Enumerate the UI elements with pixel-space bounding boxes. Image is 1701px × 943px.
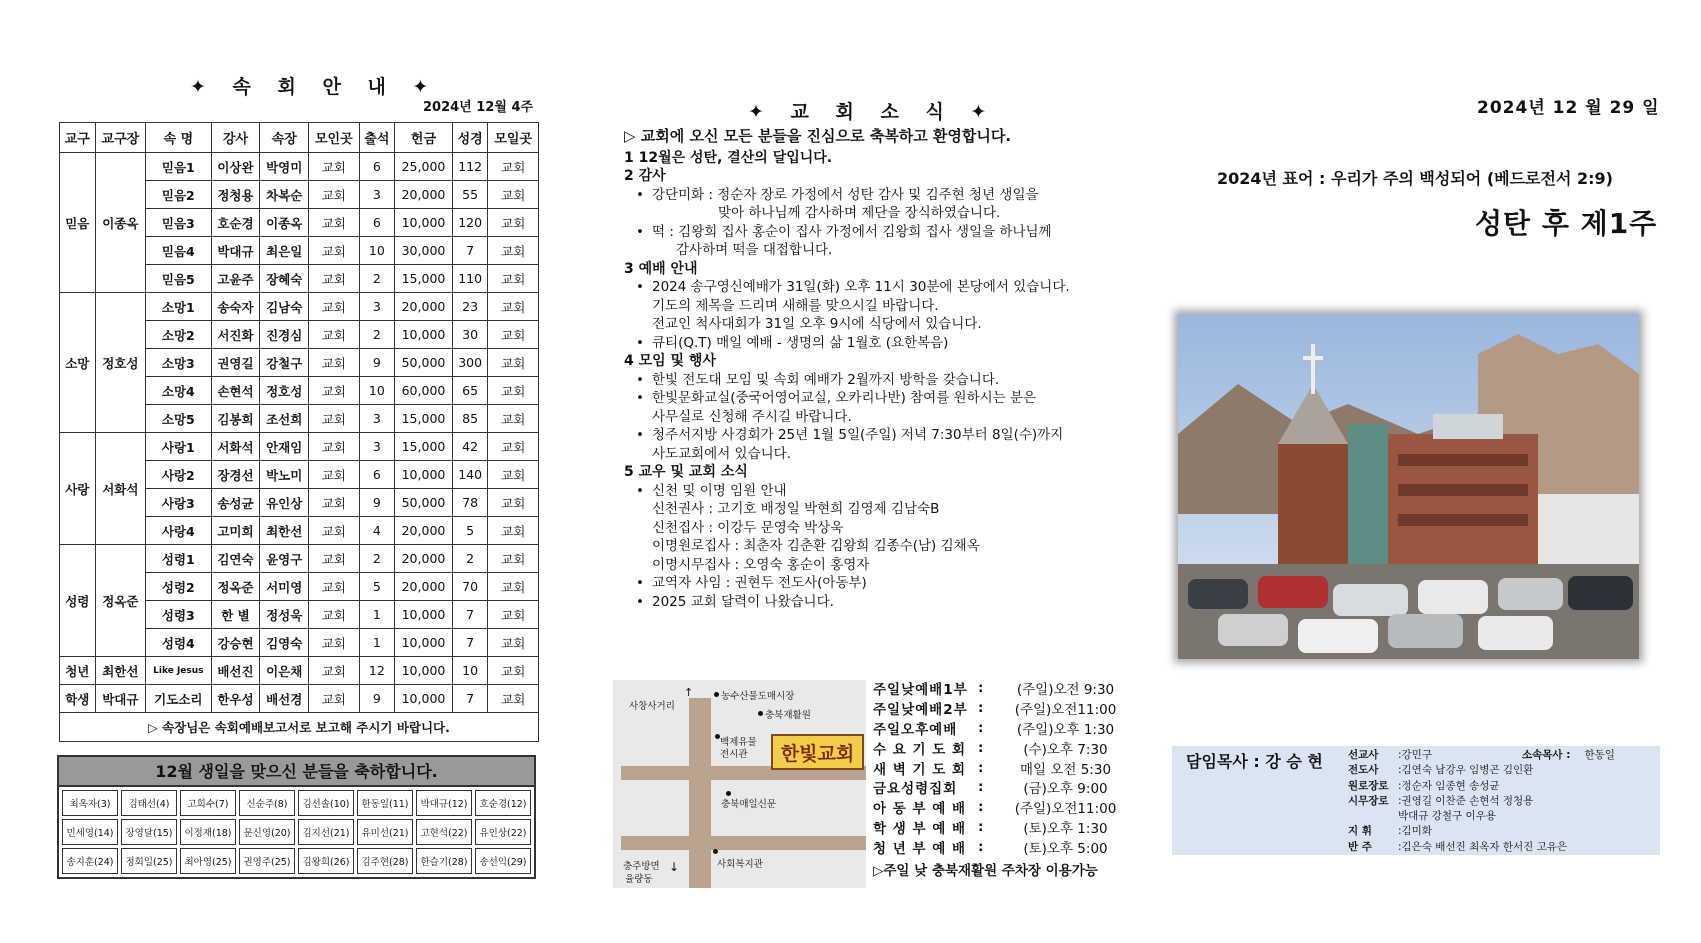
church-building-photo (1178, 314, 1639, 659)
birthday-name: 유인상(22) (475, 819, 531, 845)
table-cell: 교회 (488, 293, 539, 321)
table-cell: 김봉희 (211, 405, 260, 433)
church-photo-illustration (1178, 314, 1639, 659)
table-cell: 최한선 (260, 517, 309, 545)
table-cell: 교회 (488, 349, 539, 377)
table-cell: 교회 (488, 629, 539, 657)
table-cell: 소망2 (146, 321, 211, 349)
schedule-row: 학 생 부 예 배 : (토)오후 1:30 (873, 819, 1108, 838)
table-cell: 42 (452, 433, 488, 461)
staff-row: 지 휘 :김미화 (1348, 825, 1432, 838)
table-cell: 교회 (309, 601, 359, 629)
table-cell: 85 (452, 405, 488, 433)
table-cell: 교회 (309, 629, 359, 657)
table-cell: 교회 (488, 209, 539, 237)
birthday-box (57, 755, 536, 879)
table-cell: 사랑4 (146, 517, 211, 545)
table-cell: 강철구 (260, 349, 309, 377)
column-header: 헌금 (395, 123, 453, 153)
table-cell: 65 (452, 377, 488, 405)
birthday-name: 김왕희(26) (298, 848, 354, 874)
table-cell: 손현석 (211, 377, 260, 405)
birthday-name: 유미선(21) (357, 819, 413, 845)
map-label: 백제유물 (720, 737, 757, 748)
news-section-1: 1 12월은 성탄, 결산의 달입니다. (624, 149, 833, 166)
sunday-title: 성탄 후 제1주 (1475, 207, 1658, 240)
table-cell: 10,000 (395, 461, 453, 489)
table-cell: 6 (359, 461, 395, 489)
staff-box (1172, 746, 1660, 855)
table-cell: 5 (452, 517, 488, 545)
table-row (60, 685, 539, 713)
table-cell: 정청용 (211, 181, 260, 209)
list-item: • 신천 및 이명 임원 안내 신천권사 : 고기호 배정일 박현희 김영제 김남숙B 신천집사 : 이강두 문영숙 박상욱 이명원로집사 : 최춘자 김춘환 김왕희 김종수(남) 김채옥 이명시무집사 : 오영숙 홍순이 홍영자 (634, 482, 1124, 575)
table-cell: 박대규 (95, 685, 145, 713)
table-cell: 박영미 (260, 153, 309, 181)
table-cell: 25,000 (395, 153, 453, 181)
table-cell: 유인상 (260, 489, 309, 517)
table-cell: 배선경 (260, 685, 309, 713)
table-cell: 60,000 (395, 377, 453, 405)
birthday-grid (59, 787, 534, 877)
birthday-name: 송지훈(24) (62, 848, 118, 874)
table-cell: 23 (452, 293, 488, 321)
table-cell: 성령3 (146, 601, 211, 629)
table-cell: 9 (359, 349, 395, 377)
map-label: 충주방면 (623, 861, 660, 872)
table-cell: 사랑2 (146, 461, 211, 489)
list-item: • 떡 : 김왕희 집사 홍순이 집사 가정에서 김왕희 집사 생일을 하나님께 감사하며 떡을 대접합니다. (634, 223, 1124, 260)
table-cell: 교회 (309, 153, 359, 181)
table-cell: 교회 (309, 461, 359, 489)
bulletin-date: 2024년 12 월 29 일 (1477, 98, 1660, 118)
church-sign: 한빛교회 (771, 734, 864, 770)
table-cell: 고윤주 (211, 265, 260, 293)
cell-report-table (59, 122, 539, 742)
list-item: • 교역자 사임 : 권현두 전도사(아동부) (634, 574, 1124, 593)
column-header: 출석 (359, 123, 395, 153)
district-leader: 서화석 (95, 433, 145, 545)
table-cell: 교회 (309, 237, 359, 265)
district-name: 소망 (60, 293, 96, 433)
table-cell: 1 (359, 629, 395, 657)
table-cell: 30 (452, 321, 488, 349)
table-cell: 120 (452, 209, 488, 237)
table-cell: 교회 (309, 321, 359, 349)
table-cell: 2 (359, 321, 395, 349)
table-cell: 6 (359, 209, 395, 237)
table-cell: 2 (452, 545, 488, 573)
table-cell: 7 (452, 237, 488, 265)
table-cell: 교회 (488, 461, 539, 489)
birthday-name: 이정재(18) (180, 819, 236, 845)
birthday-name: 고현석(22) (416, 819, 472, 845)
table-cell: 20,000 (395, 545, 453, 573)
table-cell: 교회 (488, 573, 539, 601)
staff-row: 시무장로 :권영길 이찬준 손현석 정청용 (1348, 794, 1534, 807)
table-cell: 정성욱 (260, 601, 309, 629)
table-cell: 10,000 (395, 321, 453, 349)
table-cell: 교회 (309, 657, 359, 685)
district-name: 믿음 (60, 153, 96, 293)
news-section-2: 2 감사 (624, 168, 666, 184)
list-item: • 청주서지방 사경회가 25년 1월 5일(주일) 저녁 7:30부터 8일(수)까지 사도교회에서 있습니다. (634, 426, 1124, 463)
table-cell: 호순경 (211, 209, 260, 237)
table-cell: 7 (452, 685, 488, 713)
map-label: 전시관 (720, 749, 748, 760)
table-cell: 교회 (309, 685, 359, 713)
birthday-name: 정회일(25) (121, 848, 177, 874)
table-cell: 믿음2 (146, 181, 211, 209)
table-cell: 서진화 (211, 321, 260, 349)
birthday-name: 송선익(29) (475, 848, 531, 874)
list-item: • 2025 교회 달력이 나왔습니다. (634, 593, 1124, 612)
church-news-title: ✦ 교 회 소 식 ✦ (748, 101, 997, 123)
birthday-title: 12월 생일을 맞으신 분들을 축하합니다. (59, 757, 534, 787)
column-header: 모일곳 (488, 123, 539, 153)
table-cell: 교회 (488, 489, 539, 517)
table-cell: 소망3 (146, 349, 211, 377)
table-cell: 5 (359, 573, 395, 601)
news-section-5: 5 교우 및 교회 소식 (624, 464, 748, 480)
schedule-row: 수 요 기 도 회 : (수)오후 7:30 (873, 739, 1108, 758)
table-cell: 교회 (309, 181, 359, 209)
table-cell: 윤영구 (260, 545, 309, 573)
staff-row: 원로장로 :정순자 임종현 송성균 (1348, 779, 1500, 792)
news-section-4: 4 모임 및 행사 (624, 353, 716, 369)
cell-guide-date: 2024년 12월 4주 (423, 100, 534, 115)
table-cell: 김영숙 (260, 629, 309, 657)
table-cell: 78 (452, 489, 488, 517)
schedule-row: 금요성령집회 : (금)오후 9:00 (873, 779, 1108, 798)
table-cell: 10,000 (395, 657, 453, 685)
table-cell: 9 (359, 489, 395, 517)
table-cell: 박노미 (260, 461, 309, 489)
table-cell: 교회 (488, 517, 539, 545)
cell-guide-title: ✦ 속 회 안 내 ✦ (190, 76, 439, 98)
map-label: 충북매일신문 (721, 799, 777, 810)
table-cell: 20,000 (395, 181, 453, 209)
table-cell: 교회 (309, 377, 359, 405)
table-cell: 기도소리 (146, 685, 211, 713)
table-cell: 소망5 (146, 405, 211, 433)
table-cell: 교회 (488, 405, 539, 433)
table-cell: 교회 (309, 489, 359, 517)
church-news (624, 127, 1124, 611)
list-item: • 한빛 전도대 모임 및 속회 예배가 2월까지 방학을 갖습니다. (634, 371, 1124, 390)
table-cell: 장경선 (211, 461, 260, 489)
table-cell: 사랑3 (146, 489, 211, 517)
map-label: 농수산물도매시장 (721, 691, 795, 702)
worship-schedule (873, 678, 1133, 879)
birthday-name: 최아영(25) (180, 848, 236, 874)
table-cell: 교회 (309, 293, 359, 321)
table-cell: 20,000 (395, 517, 453, 545)
table-cell: 교회 (309, 209, 359, 237)
table-row (60, 433, 539, 461)
table-cell: 12 (359, 657, 395, 685)
table-cell: 믿음1 (146, 153, 211, 181)
district-leader: 정호성 (95, 293, 145, 433)
associate-pastor: 소속목사 : 한동일 (1522, 749, 1615, 761)
table-cell: 박대규 (211, 237, 260, 265)
schedule-row: 주일낮예배2부 : (주일)오전11:00 (873, 699, 1117, 718)
birthday-name: 김지선(21) (298, 819, 354, 845)
table-cell: 10,000 (395, 209, 453, 237)
table-cell: 교회 (488, 265, 539, 293)
year-motto: 2024년 표어 : 우리가 주의 백성되어 (베드로전서 2:9) (1217, 169, 1613, 188)
birthday-name: 민세영(14) (62, 819, 118, 845)
table-cell: 20,000 (395, 573, 453, 601)
table-cell: 한우성 (211, 685, 260, 713)
table-cell: 3 (359, 405, 395, 433)
district-name: 성령 (60, 545, 96, 657)
table-cell: 110 (452, 265, 488, 293)
church-location-map: 사창사거리 ↑ 농수산물도매시장 충북재활원 백제유물 전시관 충북매일신문 충주방면 율량동 ↓ 사회복지관 한빛교회 (613, 680, 866, 888)
birthday-name: 김주현(28) (357, 848, 413, 874)
staff-row: 선교사 :강민구 (1348, 749, 1432, 761)
staff-list (1348, 748, 1567, 855)
table-cell: 진경심 (260, 321, 309, 349)
table-cell: 정옥준 (211, 573, 260, 601)
table-cell: 안재임 (260, 433, 309, 461)
column-header: 속장 (260, 123, 309, 153)
table-cell: 서화석 (211, 433, 260, 461)
list-item: • 2024 송구영신예배가 31일(화) 오후 11시 30분에 본당에서 있습니다. 기도의 제목을 드리며 새해를 맞으시길 바랍니다. 전교인 척사대회가 31일 오후 9시에 식당에서 있습니다. (634, 278, 1124, 334)
schedule-row: 주일낮예배1부 : (주일)오전 9:30 (873, 679, 1115, 698)
table-cell: 성령1 (146, 545, 211, 573)
table-cell: 2 (359, 265, 395, 293)
table-cell: 15,000 (395, 405, 453, 433)
table-row (60, 657, 539, 685)
table-cell: 4 (359, 517, 395, 545)
schedule-row: 새 벽 기 도 회 : 매일 오전 5:30 (873, 759, 1112, 778)
table-row (60, 293, 539, 321)
table-cell: 1 (359, 601, 395, 629)
table-cell: 교회 (309, 433, 359, 461)
column-header: 교구장 (95, 123, 145, 153)
district-name: 사랑 (60, 433, 96, 545)
table-cell: 한 별 (211, 601, 260, 629)
table-cell: 15,000 (395, 265, 453, 293)
table-cell: 교회 (309, 405, 359, 433)
table-cell: 청년 (60, 657, 96, 685)
staff-row: 박대규 강철구 이우용 (1398, 810, 1496, 823)
table-cell: 10,000 (395, 685, 453, 713)
birthday-name: 박대규(12) (416, 790, 472, 816)
schedule-row: 아 동 부 예 배 : (주일)오전11:00 (873, 799, 1117, 818)
table-cell: 9 (359, 685, 395, 713)
table-cell: 교회 (488, 601, 539, 629)
table-cell: 서미영 (260, 573, 309, 601)
table-cell: 6 (359, 153, 395, 181)
schedule-row: 청 년 부 예 배 : (토)오후 5:00 (873, 839, 1108, 858)
table-row (60, 153, 539, 181)
table-cell: 교회 (488, 153, 539, 181)
column-header: 교구 (60, 123, 96, 153)
table-cell: 최은일 (260, 237, 309, 265)
table-cell: 교회 (309, 545, 359, 573)
table-cell: 사랑1 (146, 433, 211, 461)
table-cell: 최한선 (95, 657, 145, 685)
table-cell: 교회 (309, 573, 359, 601)
table-cell: 정호성 (260, 377, 309, 405)
report-note: ▷ 속장님은 속회예배보고서로 보고해 주시기 바랍니다. (60, 713, 539, 742)
table-cell: 배선진 (211, 657, 260, 685)
table-cell: 112 (452, 153, 488, 181)
table-cell: 강승현 (211, 629, 260, 657)
table-cell: 믿음4 (146, 237, 211, 265)
table-cell: 소망4 (146, 377, 211, 405)
table-cell: 교회 (488, 685, 539, 713)
table-cell: 교회 (488, 181, 539, 209)
table-cell: 3 (359, 181, 395, 209)
table-cell: 교회 (488, 321, 539, 349)
table-cell: 10,000 (395, 601, 453, 629)
district-leader: 정옥준 (95, 545, 145, 657)
table-cell: 교회 (488, 237, 539, 265)
table-cell: 김남숙 (260, 293, 309, 321)
table-cell: 30,000 (395, 237, 453, 265)
table-cell: 2 (359, 545, 395, 573)
senior-pastor: 담임목사 : 강 승 현 (1186, 752, 1323, 771)
birthday-name: 김태선(4) (121, 790, 177, 816)
column-header: 모인곳 (309, 123, 359, 153)
table-cell: 10 (359, 377, 395, 405)
table-cell: 10,000 (395, 629, 453, 657)
table-cell: 교회 (309, 349, 359, 377)
table-cell: 소망1 (146, 293, 211, 321)
table-cell: 교회 (488, 377, 539, 405)
list-item: • 큐티(Q.T) 매일 예배 - 생명의 삶 1월호 (요한복음) (634, 334, 1124, 353)
birthday-name: 문신영(20) (239, 819, 295, 845)
table-cell: 15,000 (395, 433, 453, 461)
table-cell: 학생 (60, 685, 96, 713)
staff-row: 반 주 :김은숙 배선진 최옥자 한서진 고유은 (1348, 840, 1568, 853)
birthday-name: 호순경(12) (475, 790, 531, 816)
birthday-name: 권영주(25) (239, 848, 295, 874)
column-header: 성경 (452, 123, 488, 153)
news-section-3: 3 예배 안내 (624, 260, 698, 277)
table-cell: 10 (452, 657, 488, 685)
table-cell: 3 (359, 293, 395, 321)
table-row (60, 545, 539, 573)
district-leader: 이종옥 (95, 153, 145, 293)
table-cell: 교회 (309, 517, 359, 545)
table-cell: Like Jesus (146, 657, 211, 685)
table-cell: 교회 (488, 657, 539, 685)
map-label: 사창사거리 (629, 701, 675, 712)
column-header: 속 명 (146, 123, 211, 153)
column-header: 강사 (211, 123, 260, 153)
table-cell: 7 (452, 629, 488, 657)
welcome-line: ▷ 교회에 오신 모든 분들을 진심으로 축복하고 환영합니다. (624, 127, 1012, 145)
table-cell: 장혜숙 (260, 265, 309, 293)
table-cell: 차복순 (260, 181, 309, 209)
table-cell: 55 (452, 181, 488, 209)
birthday-name: 김선솔(10) (298, 790, 354, 816)
birthday-name: 신순주(8) (239, 790, 295, 816)
list-item: • 한빛문화교실(중국어영어교실, 오카리나반) 참여를 원하시는 분은 사무실로 신청해 주시길 바랍니다. (634, 389, 1124, 426)
table-cell: 교회 (309, 265, 359, 293)
table-cell: 권영길 (211, 349, 260, 377)
table-cell: 조선희 (260, 405, 309, 433)
table-cell: 김연숙 (211, 545, 260, 573)
table-cell: 교회 (488, 433, 539, 461)
map-label: 충북재활원 (765, 710, 811, 721)
table-cell: 교회 (488, 545, 539, 573)
table-cell: 7 (452, 601, 488, 629)
table-cell: 송성균 (211, 489, 260, 517)
birthday-name: 한동일(11) (357, 790, 413, 816)
table-cell: 50,000 (395, 349, 453, 377)
birthday-name: 고희수(7) (180, 790, 236, 816)
table-cell: 송숙자 (211, 293, 260, 321)
birthday-name: 장영달(15) (121, 819, 177, 845)
table-cell: 이은채 (260, 657, 309, 685)
table-cell: 성령4 (146, 629, 211, 657)
staff-row: 전도사 :김연숙 남강우 임병곤 김인환 (1348, 764, 1534, 777)
map-label: 율량동 (625, 874, 653, 885)
table-cell: 이종옥 (260, 209, 309, 237)
table-cell: 고미희 (211, 517, 260, 545)
table-header-row (60, 123, 539, 153)
table-cell: 10 (359, 237, 395, 265)
table-cell: 70 (452, 573, 488, 601)
table-cell: 140 (452, 461, 488, 489)
table-cell: 3 (359, 433, 395, 461)
table-cell: 20,000 (395, 293, 453, 321)
table-cell: 믿음3 (146, 209, 211, 237)
table-cell: 50,000 (395, 489, 453, 517)
table-cell: 믿음5 (146, 265, 211, 293)
birthday-name: 한슬기(28) (416, 848, 472, 874)
parking-note: ▷주일 낮 충북재활원 주차장 이용가능 (873, 863, 1098, 880)
birthday-name: 최옥자(3) (62, 790, 118, 816)
map-label: 사회복지관 (717, 859, 763, 870)
schedule-row: 주일오후예배 : (주일)오후 1:30 (873, 719, 1115, 738)
list-item: • 강단미화 : 정순자 장로 가정에서 성탄 감사 및 김주현 청년 생일을 맞아 하나님께 감사하며 제단을 장식하였습니다. (634, 186, 1124, 223)
table-cell: 이상완 (211, 153, 260, 181)
table-cell: 300 (452, 349, 488, 377)
table-cell: 성령2 (146, 573, 211, 601)
